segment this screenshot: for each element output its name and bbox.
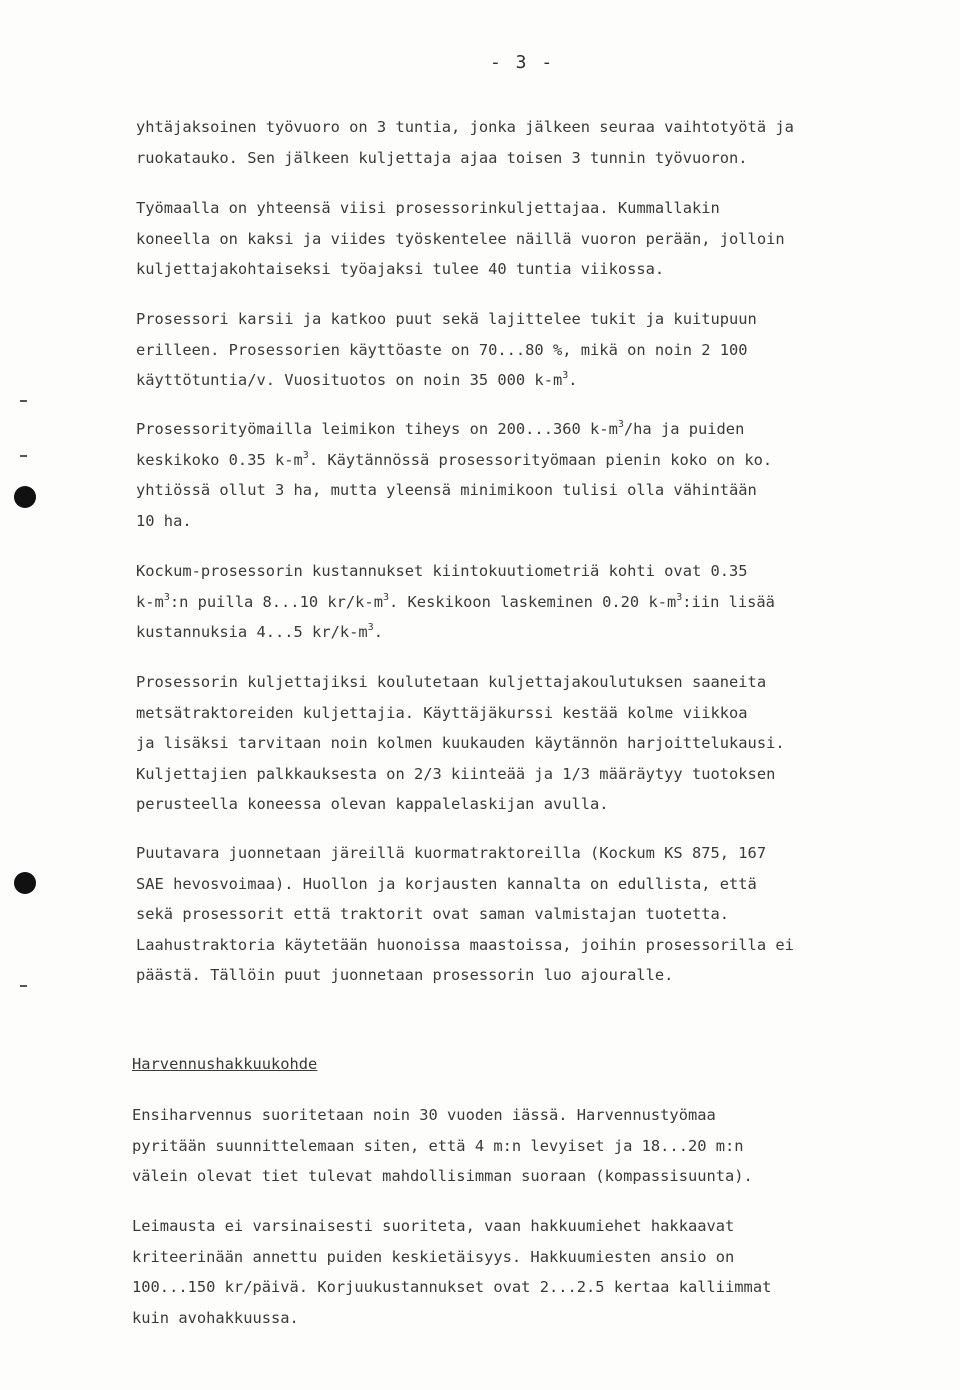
punch-hole <box>14 486 36 508</box>
punch-hole <box>14 872 36 894</box>
paragraph-forwarding: Puutavara juonnetaan järeillä kuormatraktoreilla (Kockum KS 875, 167 SAE hevosvoimaa). Huollon ja korjausten kannalta on edullista, että sekä prosessorit että traktorit ovat saman valmistajan tuotetta. Laahustraktoria käytetään huonoissa maastoissa, joihin prosessorilla ei päästä. Tällöin puut juonnetaan prosessorin luo ajouralle. <box>136 844 794 984</box>
paragraph-work-shift: yhtäjaksoinen työvuoro on 3 tuntia, jonka jälkeen seuraa vaihtotyötä ja ruokatauko. Sen jälkeen kuljettaja ajaa toisen 3 tunnin työvuoron. <box>136 118 794 167</box>
paragraph-first-thinning: Ensiharvennus suoritetaan noin 30 vuoden iässä. Harvennustyömaa pyritään suunnittelemaan siten, että 4 m:n levyiset ja 18...20 m:n välein olevat tiet tulevat mahdollisimman suoraan (kompassisuunta). <box>132 1106 753 1185</box>
paragraph-stand-density: Prosessorityömailla leimikon tiheys on 200...360 $k-m^3/ha$ ja puiden keskikoko 0.35 $k-m^3$. Käytännössä prosessorityömaan pienin koko on ko. yhtiössä ollut 3 ha, mutta yleensä minimikoon tulisi olla vähintään 10 ha. <box>136 419 773 530</box>
margin-mark <box>20 400 27 402</box>
paragraph-training: Prosessorin kuljettajiksi koulutetaan kuljettajakoulutuksen saaneita metsätraktoreiden kuljettajia. Käyttäjäkurssi kestää kolme viikkoa ja lisäksi tarvitaan noin kolmen kuukauden käytännön harjoittelukausi. Kuljettajien palkkauksesta on 2/3 kiinteää ja 1/3 määräytyy tuotoksen perusteella koneessa olevan kappalelaskijan avulla. <box>136 673 785 813</box>
paragraph-processor-usage: Prosessori karsii ja katkoo puut sekä lajittelee tukit ja kuitupuun erilleen. Prosessorien käyttöaste on 70...80 %, mikä on noin 2 100 käyttötuntia/v. Vuosituotos on noin 35 000 $k-m^3$. <box>136 310 757 389</box>
paragraph-costs: Kockum-prosessorin kustannukset kiintokuutiometriä kohti ovat 0.35 $k-m^3:n$ puilla 8...10 $kr/k-m^3$. Keskikoon laskeminen 0.20 $k-m^3:iin$ lisää kustannuksia 4...5 $kr/k-m^3$. <box>136 562 775 641</box>
paragraph-marking: Leimausta ei varsinaisesti suoriteta, vaan hakkuumiehet hakkaavat kriteerinään annettu puiden keskietäisyys. Hakkuumiesten ansio on 100...150 kr/päivä. Korjuukustannukset ovat 2...2.5 kertaa kalliimmat kuin avohakkuussa. <box>132 1217 772 1327</box>
margin-mark <box>20 455 27 457</box>
section-heading: Harvennushakkuukohde <box>132 1055 318 1073</box>
paragraph-operators: Työmaalla on yhteensä viisi prosessorinkuljettajaa. Kummallakin koneella on kaksi ja viides työskentelee näillä vuoron perään, jolloin kuljettajakohtaiseksi työajaksi tulee 40 tuntia viikossa. <box>136 199 785 278</box>
margin-mark <box>20 985 27 987</box>
page-number: - 3 - <box>490 52 555 73</box>
